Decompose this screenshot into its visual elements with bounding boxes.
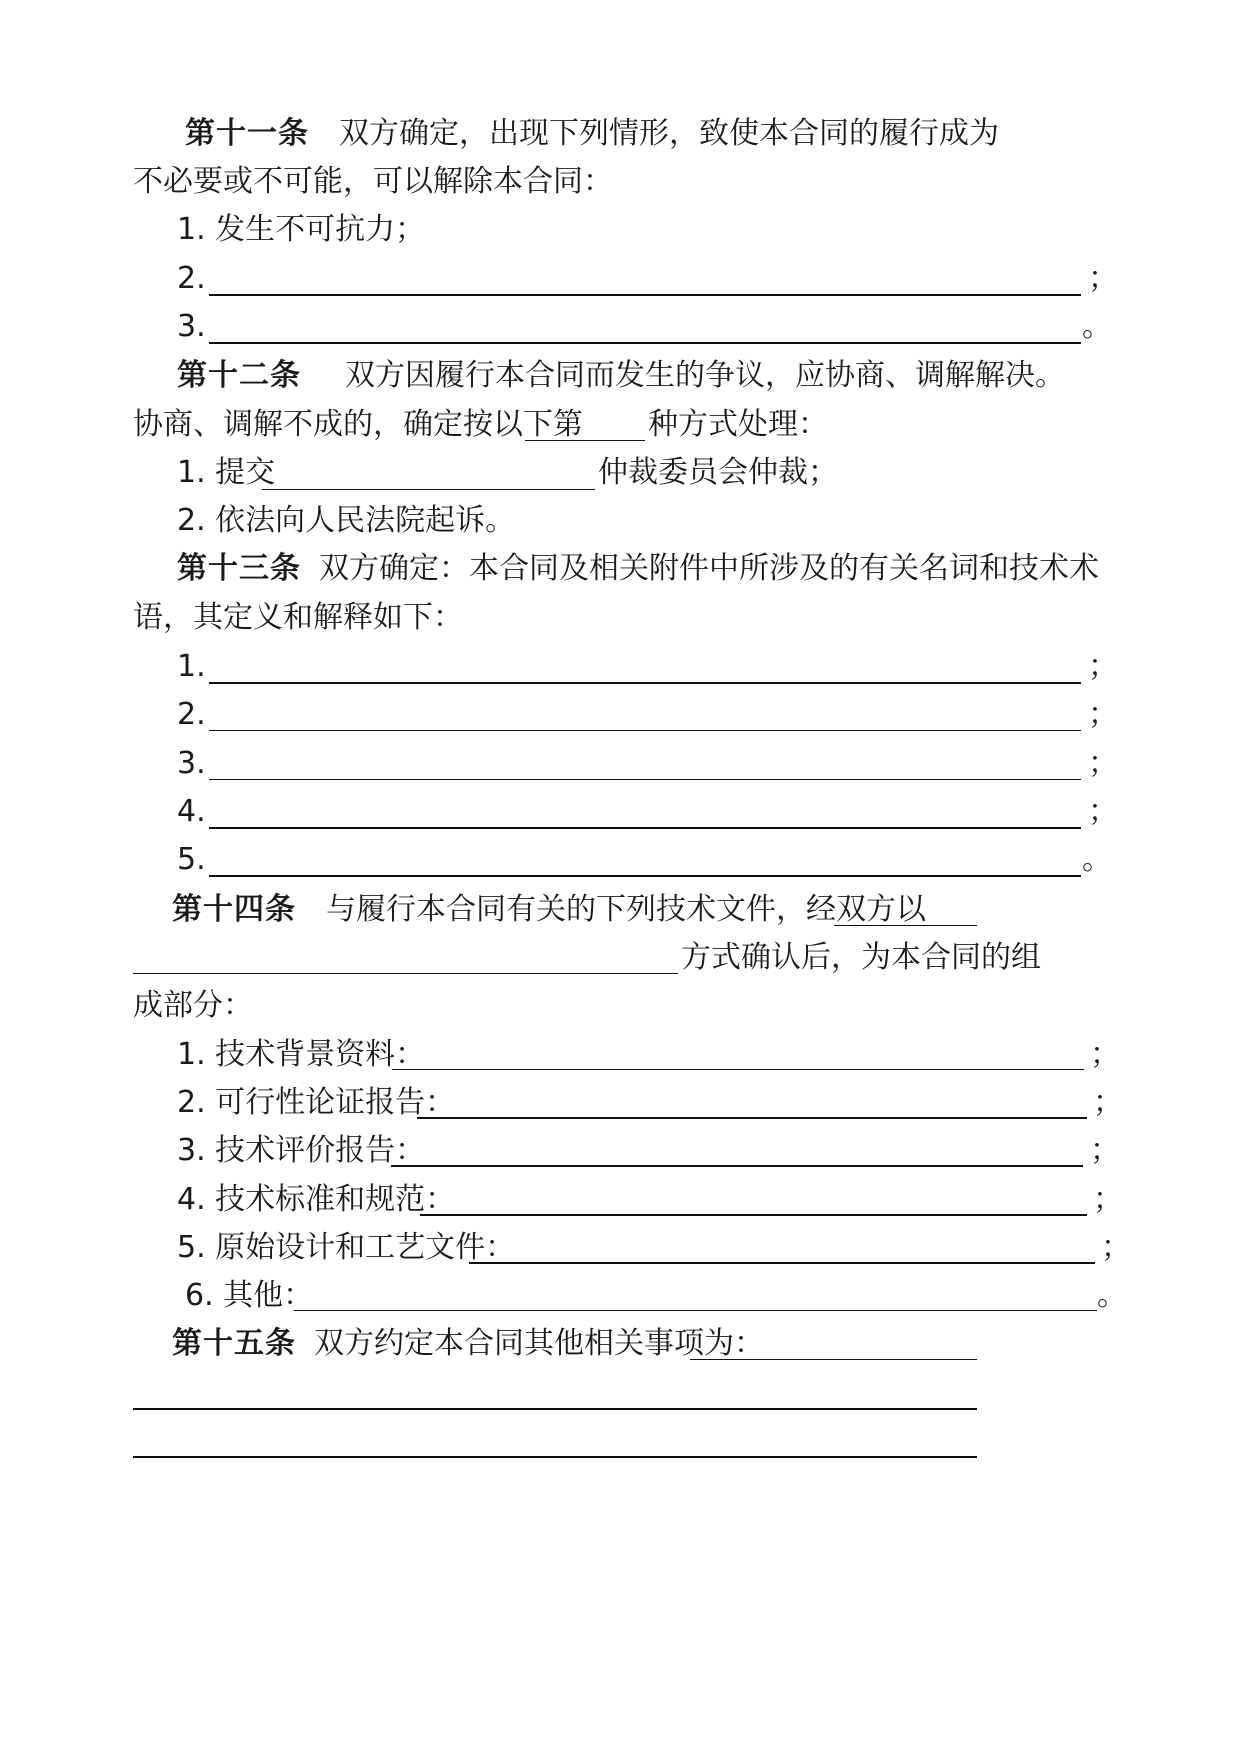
article-13-item-1-end: ； bbox=[1088, 649, 1118, 684]
article-12-text-1: 双方因履行本合同而发生的争议，应协商、调解解决。 bbox=[345, 358, 1065, 393]
article-13-text-1: 双方确定：本合同及相关附件中所涉及的有关名词和技术术 bbox=[319, 551, 1099, 586]
confirmation-method-blank-1[interactable] bbox=[834, 925, 977, 926]
article-15-text-1: 双方约定本合同其他相关事项为： bbox=[314, 1326, 764, 1361]
article-11-text-1: 双方确定，出现下列情形，致使本合同的履行成为 bbox=[339, 116, 999, 151]
other-matters-blank-2[interactable] bbox=[133, 1408, 977, 1410]
article-15-title: 第十五条 bbox=[172, 1326, 296, 1361]
article-13-item-3-end: ； bbox=[1088, 746, 1118, 781]
article-14-title: 第十四条 bbox=[172, 892, 296, 927]
article-11-line-1 bbox=[185, 112, 999, 156]
article-14-line-1 bbox=[172, 888, 926, 932]
article-12-item-1a: 1. 提交 bbox=[177, 455, 276, 490]
article-13-item-3-number: 3. bbox=[177, 746, 206, 781]
other-matters-blank-1[interactable] bbox=[690, 1359, 977, 1360]
article-11-title: 第十一条 bbox=[185, 116, 309, 151]
term-definition-blank-5[interactable] bbox=[209, 875, 1081, 877]
term-definition-blank-3[interactable] bbox=[209, 779, 1081, 780]
tech-doc-item-5-end: ； bbox=[1101, 1230, 1131, 1265]
article-15-line-1 bbox=[172, 1322, 764, 1366]
article-14-text-3: 成部分： bbox=[133, 988, 253, 1023]
article-11-line-2: 不必要或不可能，可以解除本合同： bbox=[133, 164, 613, 199]
tech-evaluation-blank[interactable] bbox=[391, 1165, 1083, 1167]
article-11-item-2-blank[interactable] bbox=[209, 294, 1081, 296]
tech-doc-item-1-end: ； bbox=[1090, 1037, 1120, 1072]
article-12-text-2a: 协商、调解不成的，确定按以下第 bbox=[133, 407, 583, 442]
term-definition-blank-2[interactable] bbox=[209, 730, 1081, 731]
article-13-title: 第十三条 bbox=[177, 551, 301, 586]
article-14-text-1: 与履行本合同有关的下列技术文件，经双方以 bbox=[326, 892, 926, 927]
tech-standards-blank[interactable] bbox=[420, 1214, 1087, 1216]
article-13-item-5-end: 。 bbox=[1082, 842, 1112, 877]
article-12-title: 第十二条 bbox=[177, 358, 301, 393]
term-definition-blank-4[interactable] bbox=[209, 827, 1081, 829]
tech-doc-item-3-end: ； bbox=[1090, 1133, 1120, 1168]
tech-doc-item-4-end: ； bbox=[1093, 1182, 1123, 1217]
term-definition-blank-1[interactable] bbox=[209, 682, 1081, 684]
article-11-item-3-end: 。 bbox=[1082, 309, 1112, 344]
article-13-line-1 bbox=[177, 547, 1099, 591]
article-13-item-5-number: 5. bbox=[177, 842, 206, 877]
tech-doc-item-6-end: 。 bbox=[1097, 1278, 1127, 1313]
tech-doc-item-2-end: ； bbox=[1093, 1085, 1123, 1120]
article-14-text-2: 方式确认后，为本合同的组 bbox=[681, 940, 1041, 975]
article-13-item-2-number: 2. bbox=[177, 697, 206, 732]
article-13-item-1-number: 1. bbox=[177, 649, 206, 684]
arbitration-committee-blank[interactable] bbox=[262, 489, 595, 490]
article-13-line-2: 语，其定义和解释如下： bbox=[133, 600, 463, 635]
article-12-item-1b: 仲裁委员会仲裁； bbox=[598, 455, 838, 490]
article-11-item-2-end: ； bbox=[1088, 261, 1118, 296]
tech-background-blank[interactable] bbox=[392, 1069, 1084, 1070]
article-11-item-3-blank[interactable] bbox=[209, 342, 1081, 344]
confirmation-method-blank-2[interactable] bbox=[133, 973, 678, 974]
feasibility-report-blank[interactable] bbox=[417, 1117, 1087, 1119]
tech-doc-item-4-label: 4. 技术标准和规范： bbox=[177, 1182, 456, 1217]
article-12-method-number-blank[interactable] bbox=[525, 440, 645, 441]
tech-doc-item-6-label: 6. 其他： bbox=[185, 1278, 314, 1313]
article-12-item-2: 2. 依法向人民法院起诉。 bbox=[177, 503, 516, 538]
design-process-docs-blank[interactable] bbox=[469, 1262, 1095, 1264]
tech-doc-item-1-label: 1. 技术背景资料： bbox=[177, 1037, 426, 1072]
tech-doc-item-3-label: 3. 技术评价报告： bbox=[177, 1133, 426, 1168]
article-13-item-2-end: ； bbox=[1088, 697, 1118, 732]
article-11-item-1: 1. 发生不可抗力； bbox=[177, 212, 426, 247]
article-12-text-2b: 种方式处理： bbox=[648, 407, 828, 442]
article-11-item-3-number: 3. bbox=[177, 309, 206, 344]
other-docs-blank[interactable] bbox=[294, 1310, 1097, 1311]
tech-doc-item-2-label: 2. 可行性论证报告： bbox=[177, 1085, 456, 1120]
article-11-item-2-number: 2. bbox=[177, 261, 206, 296]
tech-doc-item-5-label: 5. 原始设计和工艺文件： bbox=[177, 1230, 516, 1265]
article-13-item-4-number: 4. bbox=[177, 794, 206, 829]
article-12-line-1 bbox=[177, 354, 1065, 398]
other-matters-blank-3[interactable] bbox=[133, 1456, 977, 1458]
article-13-item-4-end: ； bbox=[1088, 794, 1118, 829]
